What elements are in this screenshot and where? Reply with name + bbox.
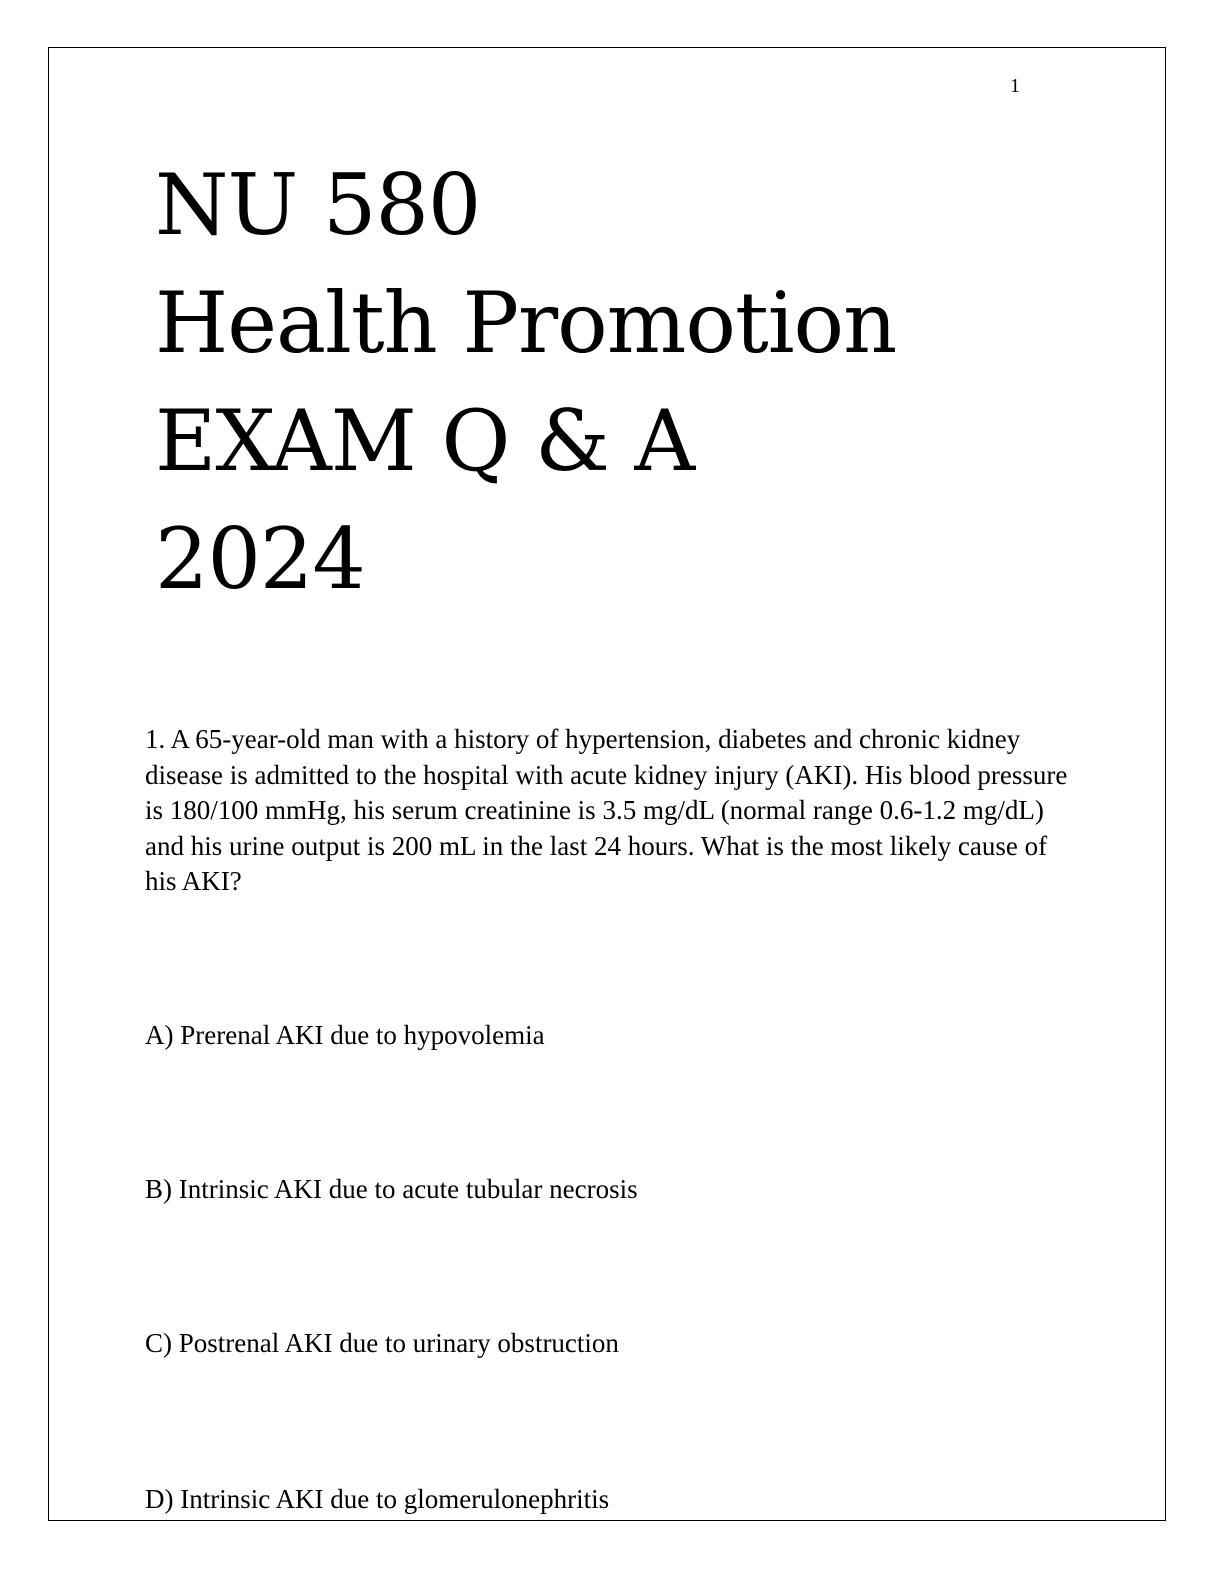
question-stem: 1. A 65-year-old man with a history of hypertension, diabetes and chronic kidney disease is admitted to the hospital with acute kidney injury (AKI). His blood pressure is 180/100 mmHg, his serum creatinine is 3.5 mg/dL (normal range 0.6-1.2 mg/dL) and his urine output is 200 mL in the last 24 hours. What is the most likely cause of his AKI? — [145, 724, 1068, 896]
title-line-course: NU 580 — [155, 156, 481, 254]
answer-option-c: C) Postrenal AKI due to urinary obstruction — [145, 1328, 619, 1358]
title-line-year: 2024 — [155, 510, 365, 608]
page-number: 1 — [1010, 75, 1020, 97]
answer-option-a: A) Prerenal AKI due to hypovolemia — [145, 1020, 545, 1050]
question-1 — [145, 722, 1075, 900]
answer-option-b: B) Intrinsic AKI due to acute tubular necrosis — [145, 1174, 638, 1204]
answer-option-d: D) Intrinsic AKI due to glomerulonephritis — [145, 1484, 610, 1514]
title-line-exam: EXAM Q & A — [155, 392, 695, 490]
title-line-subject: Health Promotion — [155, 274, 897, 372]
document-title — [155, 146, 1105, 618]
